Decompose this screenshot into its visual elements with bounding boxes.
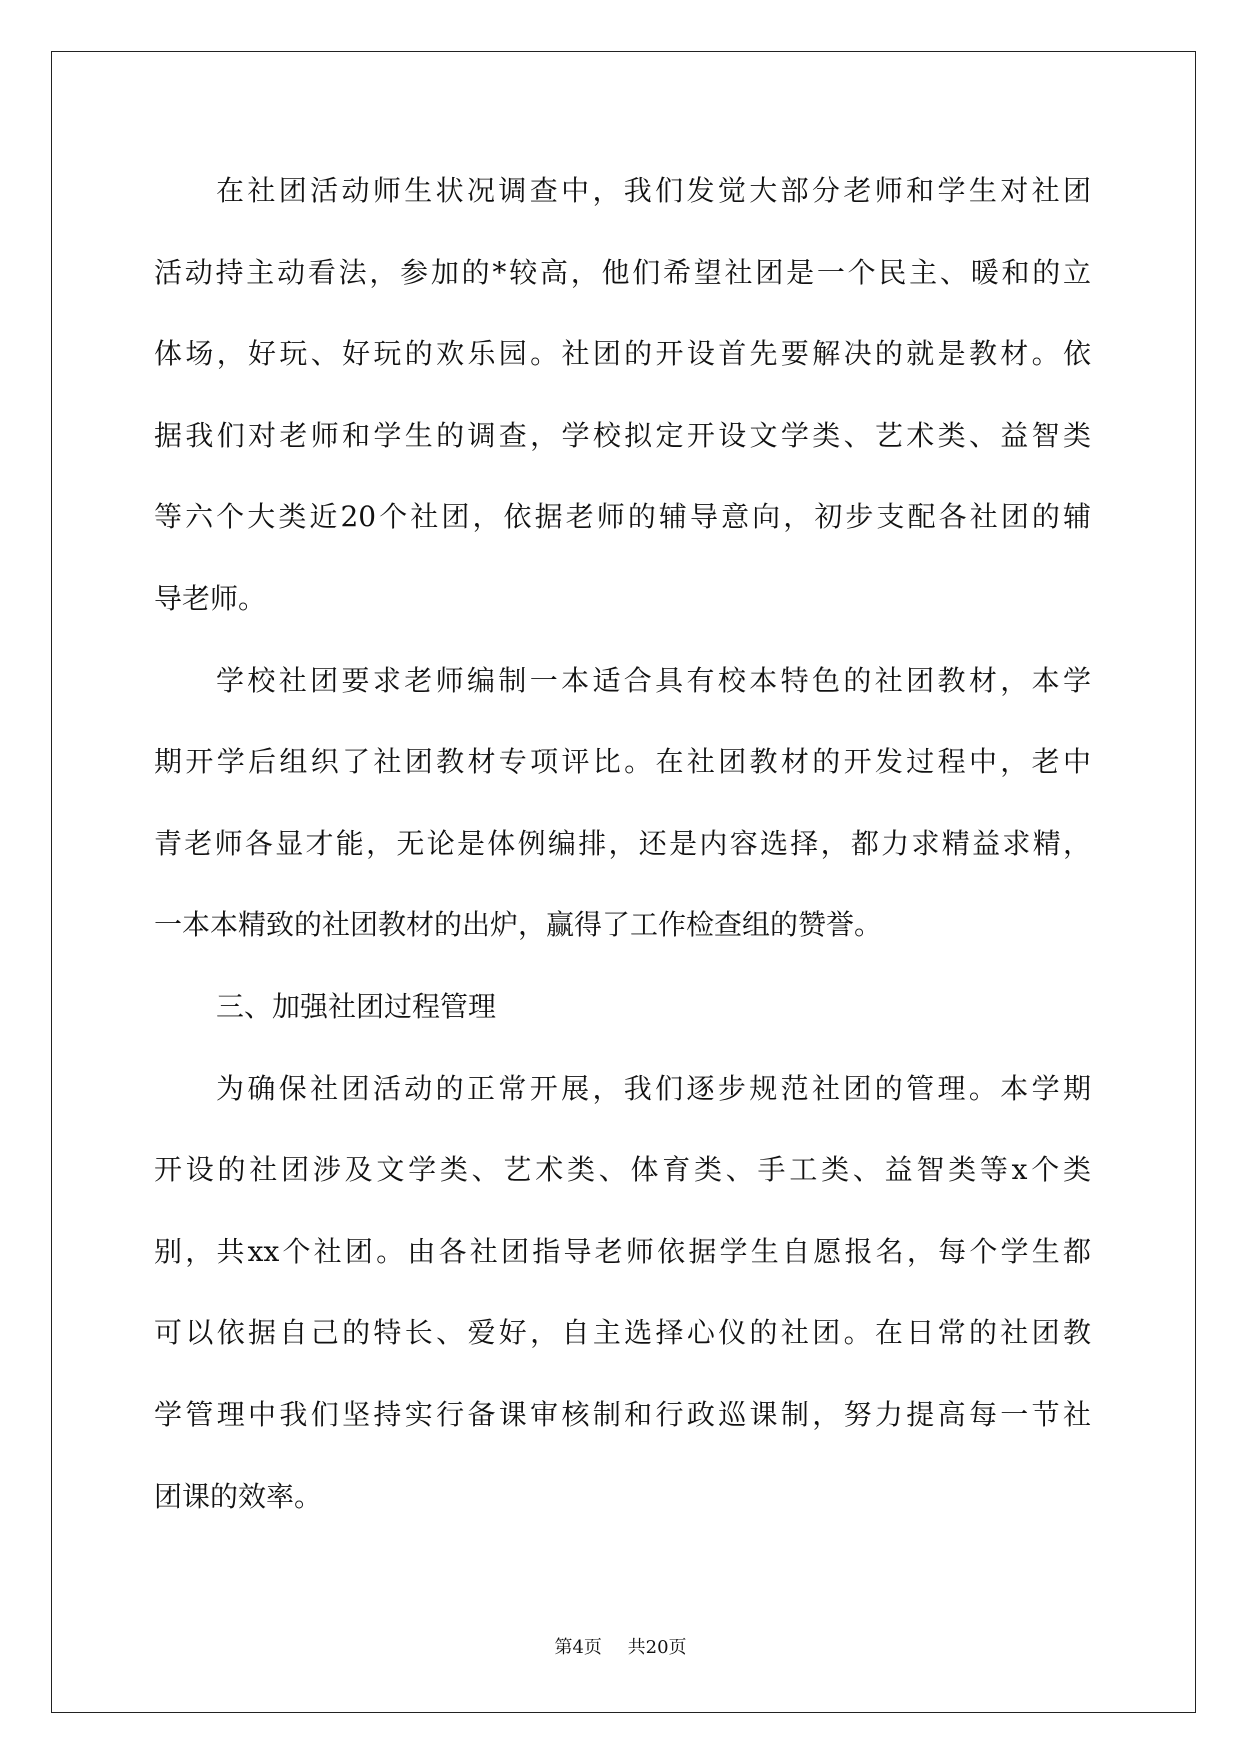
paragraph-line: 青老师各显才能，无论是体例编排，还是内容选择，都力求精益求精， — [154, 826, 1091, 860]
current-page-label: 第4页 — [554, 1637, 602, 1658]
paragraph-line: 导老师。 — [154, 581, 267, 615]
paragraph-line: 学校社团要求老师编制一本适合具有校本特色的社团教材，本学 — [216, 663, 1091, 697]
paragraph-line: 据我们对老师和学生的调查，学校拟定开设文学类、艺术类、益智类 — [154, 418, 1091, 452]
paragraph-line: 活动持主动看法，参加的*较高，他们希望社团是一个民主、暖和的立 — [154, 255, 1091, 289]
paragraph-line: 学管理中我们坚持实行备课审核制和行政巡课制，努力提高每一节社 — [154, 1397, 1091, 1431]
paragraph-line: 团课的效率。 — [154, 1479, 323, 1513]
paragraph-line: 一本本精致的社团教材的出炉，赢得了工作检查组的赞誉。 — [154, 908, 883, 942]
paragraph-line: 为确保社团活动的正常开展，我们逐步规范社团的管理。本学期 — [216, 1071, 1091, 1105]
paragraph-line: 开设的社团涉及文学类、艺术类、体育类、手工类、益智类等x个类 — [154, 1153, 1091, 1187]
page-footer — [0, 1635, 1241, 1661]
paragraph-line: 在社团活动师生状况调查中，我们发觉大部分老师和学生对社团 — [216, 174, 1091, 207]
paragraph-line: 体场，好玩、好玩的欢乐园。社团的开设首先要解决的就是教材。依 — [154, 337, 1091, 371]
total-pages-label: 共20页 — [627, 1637, 687, 1658]
paragraph-line: 等六个大类近20个社团，依据老师的辅导意向，初步支配各社团的辅 — [154, 500, 1091, 534]
paragraph-line: 别，共xx个社团。由各社团指导老师依据学生自愿报名，每个学生都 — [154, 1234, 1091, 1268]
document-body — [154, 150, 1091, 1537]
paragraph-line: 可以依据自己的特长、爱好，自主选择心仪的社团。在日常的社团教 — [154, 1316, 1091, 1350]
paragraph-line: 期开学后组织了社团教材专项评比。在社团教材的开发过程中，老中 — [154, 745, 1091, 779]
section-heading: 三、加强社团过程管理 — [216, 989, 497, 1023]
